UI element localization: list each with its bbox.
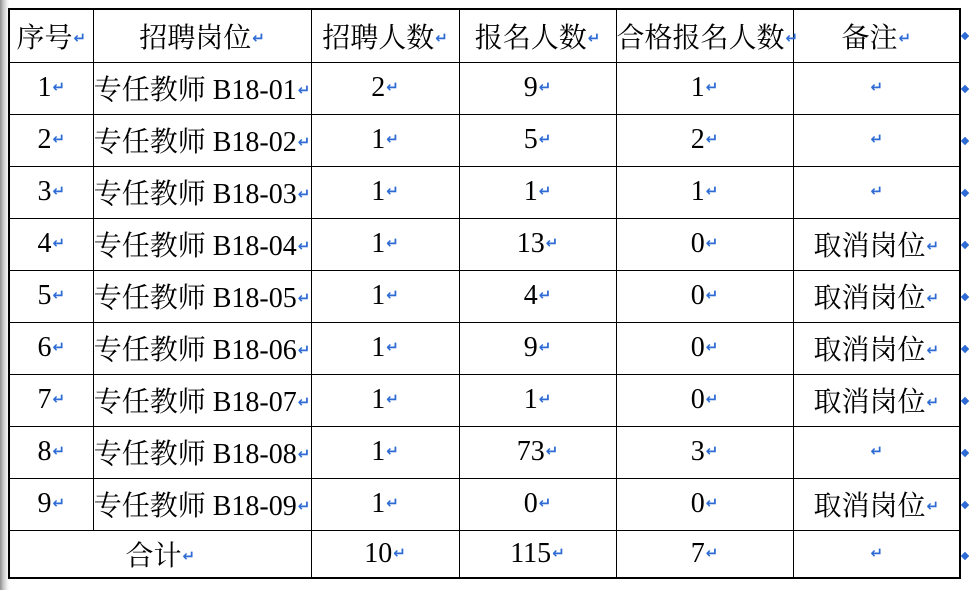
paragraph-mark-icon: ↵ bbox=[870, 442, 884, 460]
cell-value: 0 bbox=[690, 228, 705, 259]
cell-no[interactable] bbox=[9, 114, 93, 166]
header-cell-remark[interactable] bbox=[793, 9, 960, 62]
paragraph-mark-icon: ↵ bbox=[785, 28, 799, 47]
cell-value: 1 bbox=[371, 228, 386, 259]
paragraph-mark-icon: ↵ bbox=[297, 497, 311, 515]
cell-position[interactable] bbox=[93, 62, 311, 114]
row-end-mark-icon bbox=[961, 31, 969, 39]
cell-applicants[interactable] bbox=[459, 374, 616, 426]
cell-applicants[interactable] bbox=[459, 426, 616, 478]
row-end-mark bbox=[961, 427, 969, 479]
cell-no[interactable] bbox=[9, 270, 93, 322]
paragraph-mark-icon: ↵ bbox=[297, 341, 311, 359]
paragraph-mark-icon: ↵ bbox=[386, 442, 399, 460]
paragraph-mark-icon: ↵ bbox=[393, 543, 406, 562]
paragraph-mark-icon: ↵ bbox=[870, 78, 884, 96]
paragraph-mark-icon: ↵ bbox=[538, 182, 552, 200]
cell-no[interactable] bbox=[9, 426, 93, 478]
cell-total-recruit[interactable] bbox=[311, 530, 459, 578]
paragraph-mark-icon: ↵ bbox=[705, 442, 719, 460]
cell-value: 1 bbox=[371, 176, 386, 207]
cell-recruit[interactable] bbox=[311, 218, 459, 270]
row-end-mark-icon bbox=[961, 501, 969, 509]
cell-value: 7 bbox=[37, 384, 52, 415]
cell-value: 1 bbox=[523, 384, 538, 415]
paragraph-mark-icon: ↵ bbox=[252, 28, 265, 47]
cell-value: 4 bbox=[37, 228, 52, 259]
row-end-mark bbox=[961, 375, 969, 427]
paragraph-mark-icon: ↵ bbox=[587, 28, 601, 47]
paragraph-mark-icon: ↵ bbox=[52, 234, 66, 252]
header-cell-position[interactable] bbox=[93, 9, 311, 62]
cell-value: 1 bbox=[371, 332, 386, 363]
paragraph-mark-icon: ↵ bbox=[52, 442, 66, 460]
paragraph-mark-icon: ↵ bbox=[297, 185, 311, 203]
cell-value: 专任教师 B18-09 bbox=[93, 491, 297, 522]
paragraph-mark-icon: ↵ bbox=[705, 286, 719, 304]
cell-recruit[interactable] bbox=[311, 62, 459, 114]
cell-qualified[interactable] bbox=[616, 114, 793, 166]
table-row bbox=[9, 62, 960, 114]
cell-value: 10 bbox=[364, 537, 393, 569]
cell-value: 专任教师 B18-04 bbox=[93, 231, 297, 262]
cell-recruit[interactable] bbox=[311, 114, 459, 166]
recruitment-table bbox=[8, 8, 961, 579]
row-end-mark-icon bbox=[961, 241, 969, 249]
paragraph-mark-icon: ↵ bbox=[705, 78, 719, 96]
paragraph-mark-icon: ↵ bbox=[73, 28, 87, 47]
header-cell-applicants[interactable] bbox=[459, 9, 616, 62]
paragraph-mark-icon: ↵ bbox=[705, 338, 719, 356]
cell-value: 专任教师 B18-06 bbox=[93, 335, 297, 366]
row-end-mark-icon bbox=[961, 345, 969, 353]
paragraph-mark-icon: ↵ bbox=[926, 497, 940, 515]
paragraph-mark-icon: ↵ bbox=[52, 130, 66, 148]
cell-value: 7 bbox=[690, 537, 705, 569]
cell-position[interactable] bbox=[93, 270, 311, 322]
cell-remark[interactable] bbox=[793, 114, 960, 166]
cell-applicants[interactable] bbox=[459, 114, 616, 166]
cell-recruit[interactable] bbox=[311, 166, 459, 218]
cell-qualified[interactable] bbox=[616, 374, 793, 426]
cell-value: 1 bbox=[371, 280, 386, 311]
table-row bbox=[9, 218, 960, 270]
paragraph-mark-icon: ↵ bbox=[538, 286, 552, 304]
cell-no[interactable] bbox=[9, 478, 93, 530]
cell-value: 取消岗位 bbox=[813, 491, 926, 522]
paragraph-mark-icon: ↵ bbox=[926, 341, 940, 359]
paragraph-mark-icon: ↵ bbox=[545, 234, 559, 252]
header-label: 序号 bbox=[16, 22, 73, 54]
cell-position[interactable] bbox=[93, 478, 311, 530]
cell-value: 1 bbox=[523, 176, 538, 207]
paragraph-mark-icon: ↵ bbox=[538, 390, 552, 408]
row-end-mark bbox=[961, 167, 969, 219]
cell-qualified[interactable] bbox=[616, 62, 793, 114]
paragraph-mark-icon: ↵ bbox=[538, 78, 552, 96]
total-row bbox=[9, 530, 960, 578]
cell-recruit[interactable] bbox=[311, 322, 459, 374]
header-label: 招聘人数 bbox=[322, 22, 435, 54]
cell-remark[interactable] bbox=[793, 166, 960, 218]
header-row bbox=[9, 9, 960, 62]
cell-value: 5 bbox=[523, 124, 538, 155]
row-end-mark-icon bbox=[961, 397, 969, 405]
cell-value: 9 bbox=[523, 332, 538, 363]
paragraph-mark-icon: ↵ bbox=[870, 543, 884, 562]
cell-value: 5 bbox=[37, 280, 52, 311]
cell-position[interactable] bbox=[93, 218, 311, 270]
cell-value: 专任教师 B18-08 bbox=[93, 439, 297, 470]
table-row bbox=[9, 114, 960, 166]
row-end-mark bbox=[961, 63, 969, 115]
cell-value: 合计 bbox=[125, 540, 182, 572]
cell-value: 6 bbox=[37, 332, 52, 363]
row-end-mark-icon bbox=[961, 137, 969, 145]
cell-recruit[interactable] bbox=[311, 478, 459, 530]
row-end-mark-icon bbox=[961, 85, 969, 93]
cell-value: 专任教师 B18-07 bbox=[93, 387, 297, 418]
paragraph-mark-icon: ↵ bbox=[552, 543, 565, 562]
paragraph-mark-icon: ↵ bbox=[705, 494, 719, 512]
cell-value: 0 bbox=[690, 280, 705, 311]
paragraph-mark-icon: ↵ bbox=[386, 234, 399, 252]
cell-total-label[interactable] bbox=[9, 530, 311, 578]
paragraph-mark-icon: ↵ bbox=[297, 445, 311, 463]
cell-value: 0 bbox=[523, 488, 538, 519]
cell-value: 1 bbox=[371, 124, 386, 155]
cell-value: 8 bbox=[37, 436, 52, 467]
cell-recruit[interactable] bbox=[311, 270, 459, 322]
header-cell-recruit[interactable] bbox=[311, 9, 459, 62]
cell-position[interactable] bbox=[93, 114, 311, 166]
cell-value: 0 bbox=[690, 488, 705, 519]
paragraph-mark-icon: ↵ bbox=[52, 286, 66, 304]
paragraph-mark-icon: ↵ bbox=[182, 546, 196, 565]
cell-value: 1 bbox=[690, 72, 705, 103]
cell-position[interactable] bbox=[93, 426, 311, 478]
paragraph-mark-icon: ↵ bbox=[52, 182, 66, 200]
cell-applicants[interactable] bbox=[459, 478, 616, 530]
paragraph-mark-icon: ↵ bbox=[386, 286, 399, 304]
cell-recruit[interactable] bbox=[311, 426, 459, 478]
cell-qualified[interactable] bbox=[616, 218, 793, 270]
cell-total-qualified[interactable] bbox=[616, 530, 793, 578]
cell-value: 取消岗位 bbox=[813, 231, 926, 262]
cell-value: 取消岗位 bbox=[813, 283, 926, 314]
paragraph-mark-icon: ↵ bbox=[870, 130, 884, 148]
paragraph-mark-icon: ↵ bbox=[52, 494, 66, 512]
cell-value: 取消岗位 bbox=[813, 387, 926, 418]
cell-value: 1 bbox=[371, 384, 386, 415]
row-end-mark bbox=[961, 531, 969, 581]
cell-applicants[interactable] bbox=[459, 218, 616, 270]
header-label: 备注 bbox=[841, 22, 898, 54]
paragraph-mark-icon: ↵ bbox=[297, 237, 311, 255]
paragraph-mark-icon: ↵ bbox=[538, 494, 552, 512]
row-end-mark bbox=[961, 271, 969, 323]
cell-value: 1 bbox=[37, 72, 52, 103]
paragraph-mark-icon: ↵ bbox=[705, 130, 719, 148]
paragraph-mark-icon: ↵ bbox=[538, 338, 552, 356]
paragraph-mark-icon: ↵ bbox=[538, 130, 552, 148]
cell-no[interactable] bbox=[9, 62, 93, 114]
cell-qualified[interactable] bbox=[616, 270, 793, 322]
cell-remark[interactable] bbox=[793, 62, 960, 114]
paragraph-mark-icon: ↵ bbox=[705, 543, 719, 562]
cell-value: 1 bbox=[371, 488, 386, 519]
paragraph-mark-icon: ↵ bbox=[386, 390, 399, 408]
row-end-mark bbox=[961, 8, 969, 63]
cell-value: 0 bbox=[690, 332, 705, 363]
cell-value: 73 bbox=[516, 436, 545, 467]
paragraph-mark-icon: ↵ bbox=[705, 234, 719, 252]
header-cell-no[interactable] bbox=[9, 9, 93, 62]
table-row bbox=[9, 478, 960, 530]
cell-value: 115 bbox=[510, 537, 552, 569]
paragraph-mark-icon: ↵ bbox=[705, 182, 719, 200]
cell-value: 专任教师 B18-02 bbox=[93, 127, 297, 158]
paragraph-mark-icon: ↵ bbox=[926, 289, 940, 307]
cell-total-remark[interactable] bbox=[793, 530, 960, 578]
cell-value: 4 bbox=[523, 280, 538, 311]
paragraph-mark-icon: ↵ bbox=[297, 81, 311, 99]
paragraph-mark-icon: ↵ bbox=[297, 289, 311, 307]
cell-value: 13 bbox=[516, 228, 545, 259]
cell-value: 专任教师 B18-03 bbox=[93, 179, 297, 210]
cell-value: 9 bbox=[37, 488, 52, 519]
paragraph-mark-icon: ↵ bbox=[386, 182, 399, 200]
row-end-mark-icon bbox=[961, 293, 969, 301]
row-end-mark bbox=[961, 219, 969, 271]
table-row bbox=[9, 374, 960, 426]
cell-value: 0 bbox=[690, 384, 705, 415]
cell-remark[interactable] bbox=[793, 322, 960, 374]
paragraph-mark-icon: ↵ bbox=[926, 393, 940, 411]
cell-value: 3 bbox=[37, 176, 52, 207]
header-label: 合格报名人数 bbox=[616, 22, 785, 54]
row-end-mark-icon bbox=[961, 189, 969, 197]
table-row bbox=[9, 270, 960, 322]
cell-position[interactable] bbox=[93, 166, 311, 218]
row-end-mark bbox=[961, 323, 969, 375]
cell-value: 2 bbox=[690, 124, 705, 155]
header-cell-qualified[interactable] bbox=[616, 9, 799, 62]
cell-qualified[interactable] bbox=[616, 426, 793, 478]
cell-position[interactable] bbox=[93, 374, 311, 426]
cell-value: 1 bbox=[371, 436, 386, 467]
cell-qualified[interactable] bbox=[616, 478, 793, 530]
cell-value: 专任教师 B18-05 bbox=[93, 283, 297, 314]
paragraph-mark-icon: ↵ bbox=[297, 393, 311, 411]
row-end-mark-icon bbox=[961, 449, 969, 457]
cell-value: 取消岗位 bbox=[813, 335, 926, 366]
cell-applicants[interactable] bbox=[459, 322, 616, 374]
cell-value: 2 bbox=[37, 124, 52, 155]
cell-qualified[interactable] bbox=[616, 322, 793, 374]
paragraph-mark-icon: ↵ bbox=[297, 133, 311, 151]
cell-value: 9 bbox=[523, 72, 538, 103]
cell-value: 1 bbox=[690, 176, 705, 207]
paragraph-mark-icon: ↵ bbox=[52, 390, 66, 408]
paragraph-mark-icon: ↵ bbox=[545, 442, 559, 460]
cell-applicants[interactable] bbox=[459, 166, 616, 218]
paragraph-mark-icon: ↵ bbox=[386, 130, 399, 148]
paragraph-mark-icon: ↵ bbox=[926, 237, 940, 255]
table-row bbox=[9, 322, 960, 374]
paragraph-mark-icon: ↵ bbox=[386, 78, 399, 96]
row-end-mark bbox=[961, 479, 969, 531]
cell-remark[interactable] bbox=[793, 270, 960, 322]
cell-value: 专任教师 B18-01 bbox=[93, 75, 297, 106]
cell-remark[interactable] bbox=[793, 374, 960, 426]
cell-no[interactable] bbox=[9, 166, 93, 218]
cell-no[interactable] bbox=[9, 374, 93, 426]
cell-position[interactable] bbox=[93, 322, 311, 374]
table-row bbox=[9, 426, 960, 478]
row-end-mark-icon bbox=[961, 552, 969, 560]
cell-remark[interactable] bbox=[793, 478, 960, 530]
paragraph-mark-icon: ↵ bbox=[870, 182, 884, 200]
cell-recruit[interactable] bbox=[311, 374, 459, 426]
paragraph-mark-icon: ↵ bbox=[435, 28, 448, 47]
cell-value: 2 bbox=[371, 72, 386, 103]
cell-applicants[interactable] bbox=[459, 62, 616, 114]
paragraph-mark-icon: ↵ bbox=[386, 494, 399, 512]
row-end-mark bbox=[961, 115, 969, 167]
cell-applicants[interactable] bbox=[459, 270, 616, 322]
header-label: 报名人数 bbox=[474, 22, 587, 54]
paragraph-mark-icon: ↵ bbox=[705, 390, 719, 408]
cell-no[interactable] bbox=[9, 322, 93, 374]
cell-remark[interactable] bbox=[793, 426, 960, 478]
row-end-markers bbox=[961, 8, 969, 581]
cell-remark[interactable] bbox=[793, 218, 960, 270]
paragraph-mark-icon: ↵ bbox=[898, 28, 912, 47]
cell-value: 3 bbox=[690, 436, 705, 467]
paragraph-mark-icon: ↵ bbox=[386, 338, 399, 356]
header-label: 招聘岗位 bbox=[139, 22, 252, 54]
table-row bbox=[9, 166, 960, 218]
cell-qualified[interactable] bbox=[616, 166, 793, 218]
cell-total-applicants[interactable] bbox=[459, 530, 616, 578]
paragraph-mark-icon: ↵ bbox=[52, 338, 66, 356]
paragraph-mark-icon: ↵ bbox=[52, 78, 66, 96]
cell-no[interactable] bbox=[9, 218, 93, 270]
